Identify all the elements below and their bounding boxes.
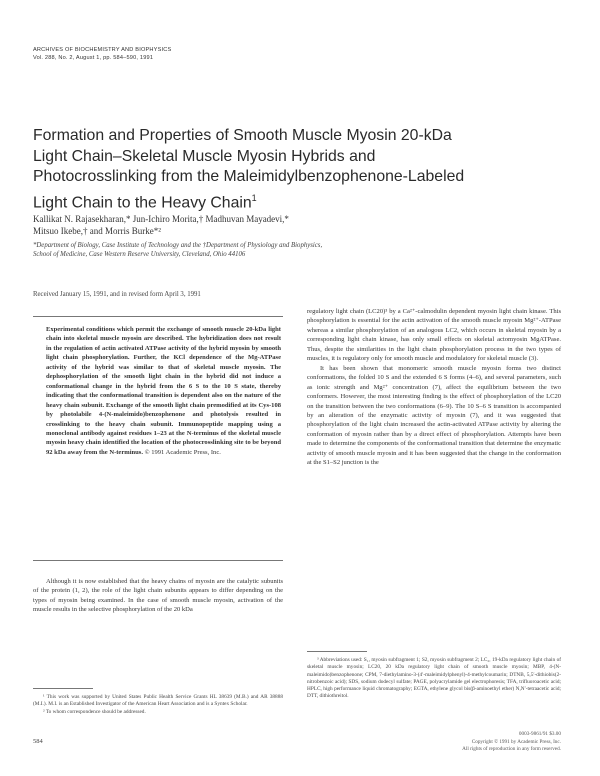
footnote-2: ² To whom correspondence should be addressed. (43, 708, 146, 715)
right-column (307, 307, 561, 468)
abstract (46, 325, 281, 457)
received-dates: Received January 15, 1991, and in revised form April 3, 1991 (33, 291, 201, 298)
issn-price: 0003-9861/91 $3.00 (518, 731, 561, 737)
copyright-notice (462, 731, 561, 754)
rights-reserved: All rights of reproduction in any form reserved. (462, 746, 561, 752)
abstract-copyright: © 1991 Academic Press, Inc. (144, 448, 221, 456)
title-footnote-mark: 1 (251, 192, 257, 203)
journal-name: ARCHIVES OF BIOCHEMISTRY AND BIOPHYSICS (33, 47, 172, 53)
title-text: Formation and Properties of Smooth Muscle Myosin 20-kDa Light Chain–Skeletal Muscle Myosin Hybrids and Photocrosslinking from the Maleimidylbenzophenone-Labeled Light Chain to the Heavy Chain (33, 127, 465, 211)
copyright-line: Copyright © 1991 by Academic Press, Inc. (471, 738, 561, 745)
paper-title (33, 126, 473, 213)
affiliation-line-1: *Department of Biology, Case Institute of Technology and the †Department of Physiology and Biophysics, (33, 242, 323, 249)
footnotes-left (33, 694, 283, 716)
footnote-rule-left (33, 688, 93, 689)
footnotes-right (307, 657, 561, 701)
footnote-rule-right (307, 651, 367, 652)
right-paragraph-2: It has been shown that monomeric smooth muscle myosin forms two distinct conformations, the folded 10 S and the extended 6 S forms (4–6), and several parameters, such as ionic strength and Mg²⁺ concentration (7), affect the equilibrium between the two conformers. However, the most interesting finding is the effect of phosphorylation of the LC20 on the transition between the two conformations (6–9). The 10 S–6 S transition is accompanied by an alteration of the enzymatic activity of myosin (7), and it was suggested that phosphorylation of the light chain increased the actin-activated ATPase activity by altering the conformation of myosin rather than by a direct effect of phosphorylation. Attempts have been made to determine the components of the conformational transition that determine the enzymatic activity of smooth muscle myosin and it has been suggested that the change in the conformation at the S1–S2 junction is the (307, 364, 561, 467)
introduction-left-column (33, 577, 283, 615)
page-number: 584 (33, 738, 43, 745)
authors-line-1: Kallikat N. Rajasekharan,* Jun-Ichiro Morita,† Madhuvan Mayadevi,* (33, 214, 289, 224)
affiliations (33, 241, 493, 260)
footnote-3: ³ Abbreviations used: S₁, myosin subfragment 1; S2, myosin subfragment 2; LC₂, 19-kDa regulatory light chain of skeletal muscle myosin; LC20, 20 kDa regulatory light chain of smooth muscle myosin; MBP, 4-(N-maleimido)benzophenone; CPM, 7-diethylamino-3-(4′-maleimidylphenyl)-4-methylcoumarin; DTNB, 5,5′-dithiobis(2-nitrobenzoic acid); SDS, sodium dodecyl sulfate; PAGE, polyacrylamide gel electrophoresis; TFA, trifluoroacetic acid; HPLC, high performance liquid chromatography; EGTA, ethylene glycol bis(β-aminoethyl ether) N,N′-tetraacetic acid; DTT, dithiothreitol. (307, 657, 561, 700)
intro-paragraph: Although it is now established that the heavy chains of myosin are the catalytic subunits of the protein (1, 2), the role of the light chain subunits appears to differ depending on the types of myosin being examined. In the case of smooth muscle myosin, activation of the muscle results in the selective phosphorylation of the 20 kDa (33, 578, 283, 614)
footnote-1: ¹ This work was supported by United States Public Health Service Grants HL 38639 (M.B.) and AR 38888 (M.I.). M.I. is an Established Investigator of the American Heart Association and is a Syntex Scholar. (33, 694, 283, 708)
abstract-text: Experimental conditions which permit the exchange of smooth muscle 20-kDa light chain into skeletal muscle myosin are described. The hybridization does not result in the regulation of actin activated ATPase activity of the hybrid myosin by smooth light chain phosphorylation. Further, the KCl dependence of the Mg-ATPase activity of the hybrid was similar to that of skeletal muscle myosin. The dephosphorylation of the smooth light chain in the hybrid did not induce a conformational change in the hybrid from the 6 S to the 10 S state, thereby indicating that the conformational transition is dependent also on the nature of the heavy chain subunit. Exchange of the smooth light chain premodified at its Cys-108 by photolabile 4-(N-maleimido)benzophenone and photolysis resulted in crosslinking to the heavy chain subunit. Immunopeptide mapping using a monoclonal antibody against residues 1–23 at the N-terminus of the skeletal muscle myosin heavy chain identified the location of the photocrosslinking site to be beyond 92 kDa away from the N-terminus. (46, 326, 281, 456)
right-paragraph-1: regulatory light chain (LC20)³ by a Ca²⁺-calmodulin dependent myosin light chain kinase. This phosphorylation is essential for the actin activation of the smooth muscle myosin Mg²⁺-ATPase whereas a similar phosphorylation of an analogous LC2, which occurs in skeletal myosin by a corresponding light chain kinase, has only small effects on skeletal actomyosin MgATPase. Thus, despite the similarities in the light chain phosphorylation process in the two types of muscles, it is regulatory only for smooth muscle and modulatory for skeletal muscle (3). (307, 308, 561, 363)
affiliation-line-2: School of Medicine, Case Western Reserve University, Cleveland, Ohio 44106 (33, 251, 246, 259)
journal-header (33, 46, 171, 62)
author-list (33, 213, 453, 237)
authors-line-2: Mitsuo Ikebe,† and Morris Burke*² (33, 226, 161, 236)
journal-citation: Vol. 288, No. 2, August 1, pp. 584–590, 1991 (33, 55, 154, 61)
abstract-bottom-rule (33, 560, 283, 561)
abstract-top-rule (33, 316, 283, 317)
